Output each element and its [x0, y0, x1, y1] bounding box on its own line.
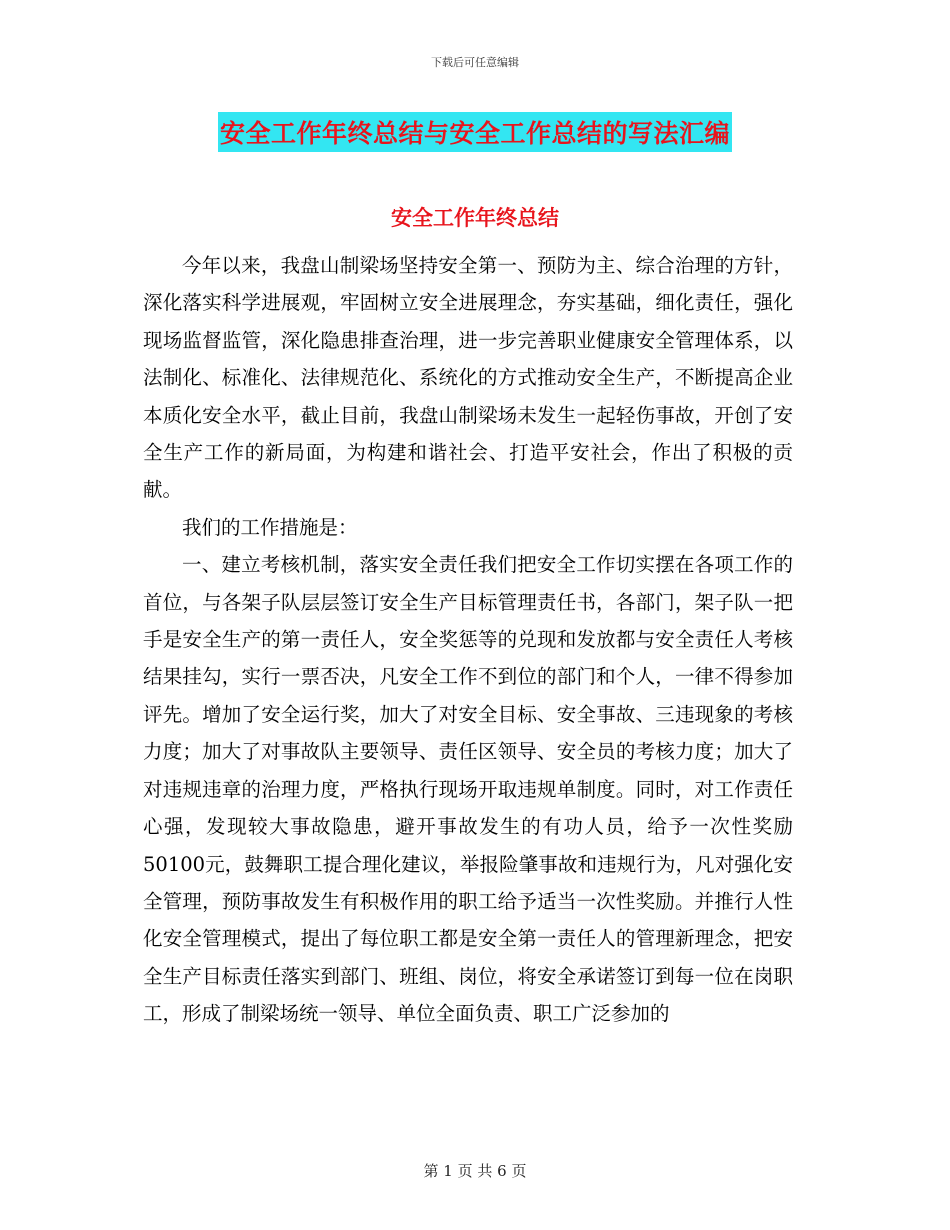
page-number: 第 1 页 共 6 页	[423, 1162, 527, 1180]
section-title: 安全工作年终总结	[391, 205, 559, 230]
document-body	[143, 247, 793, 1033]
document-title	[0, 112, 950, 152]
paragraph-intro: 今年以来，我盘山制梁场坚持安全第一、预防为主、综合治理的方针，深化落实科学进展观，牢固树立安全进展理念，夯实基础，细化责任，强化现场监督监管，深化隐患排查治理，进一步完善职业健康安全管理体系，以法制化、标准化、法律规范化、系统化的方式推动安全生产，不断提高企业本质化安全水平，截止目前，我盘山制梁场未发生一起轻伤事故，开创了安全生产工作的新局面，为构建和谐社会、打造平安社会，作出了积极的贡献。	[143, 254, 793, 502]
paragraph-measure-one: 一、建立考核机制，落实安全责任我们把安全工作切实摆在各项工作的首位，与各架子队层层签订安全生产目标管理责任书，各部门，架子队一把手是安全生产的第一责任人，安全奖惩等的兑现和发放都与安全责任人考核结果挂勾，实行一票否决，凡安全工作不到位的部门和个人，一律不得参加评先。增加了安全运行奖，加大了对安全目标、安全事故、三违现象的考核力度；加大了对事故队主要领导、责任区领导、安全员的考核力度；加大了对违规违章的治理力度，严格执行现场开取违规单制度。同时，对工作责任心强，发现较大事故隐患，避开事故发生的有功人员，给予一次性奖励50100元，鼓舞职工提合理化建议，举报险肇事故和违规行为，凡对强化安全管理，预防事故发生有积极作用的职工给予适当一次性奖励。并推行人性化安全管理模式，提出了每位职工都是安全第一责任人的管理新理念，把安全生产目标责任落实到部门、班组、岗位，将安全承诺签订到每一位在岗职工，形成了制梁场统一领导、单位全面负责、职工广泛参加的	[143, 553, 793, 1026]
header-note: 下载后可任意编辑	[431, 56, 519, 69]
document-title-text: 安全工作年终总结与安全工作总结的写法汇编	[218, 112, 732, 152]
paragraph-measures-heading: 我们的工作措施是：	[182, 515, 358, 539]
